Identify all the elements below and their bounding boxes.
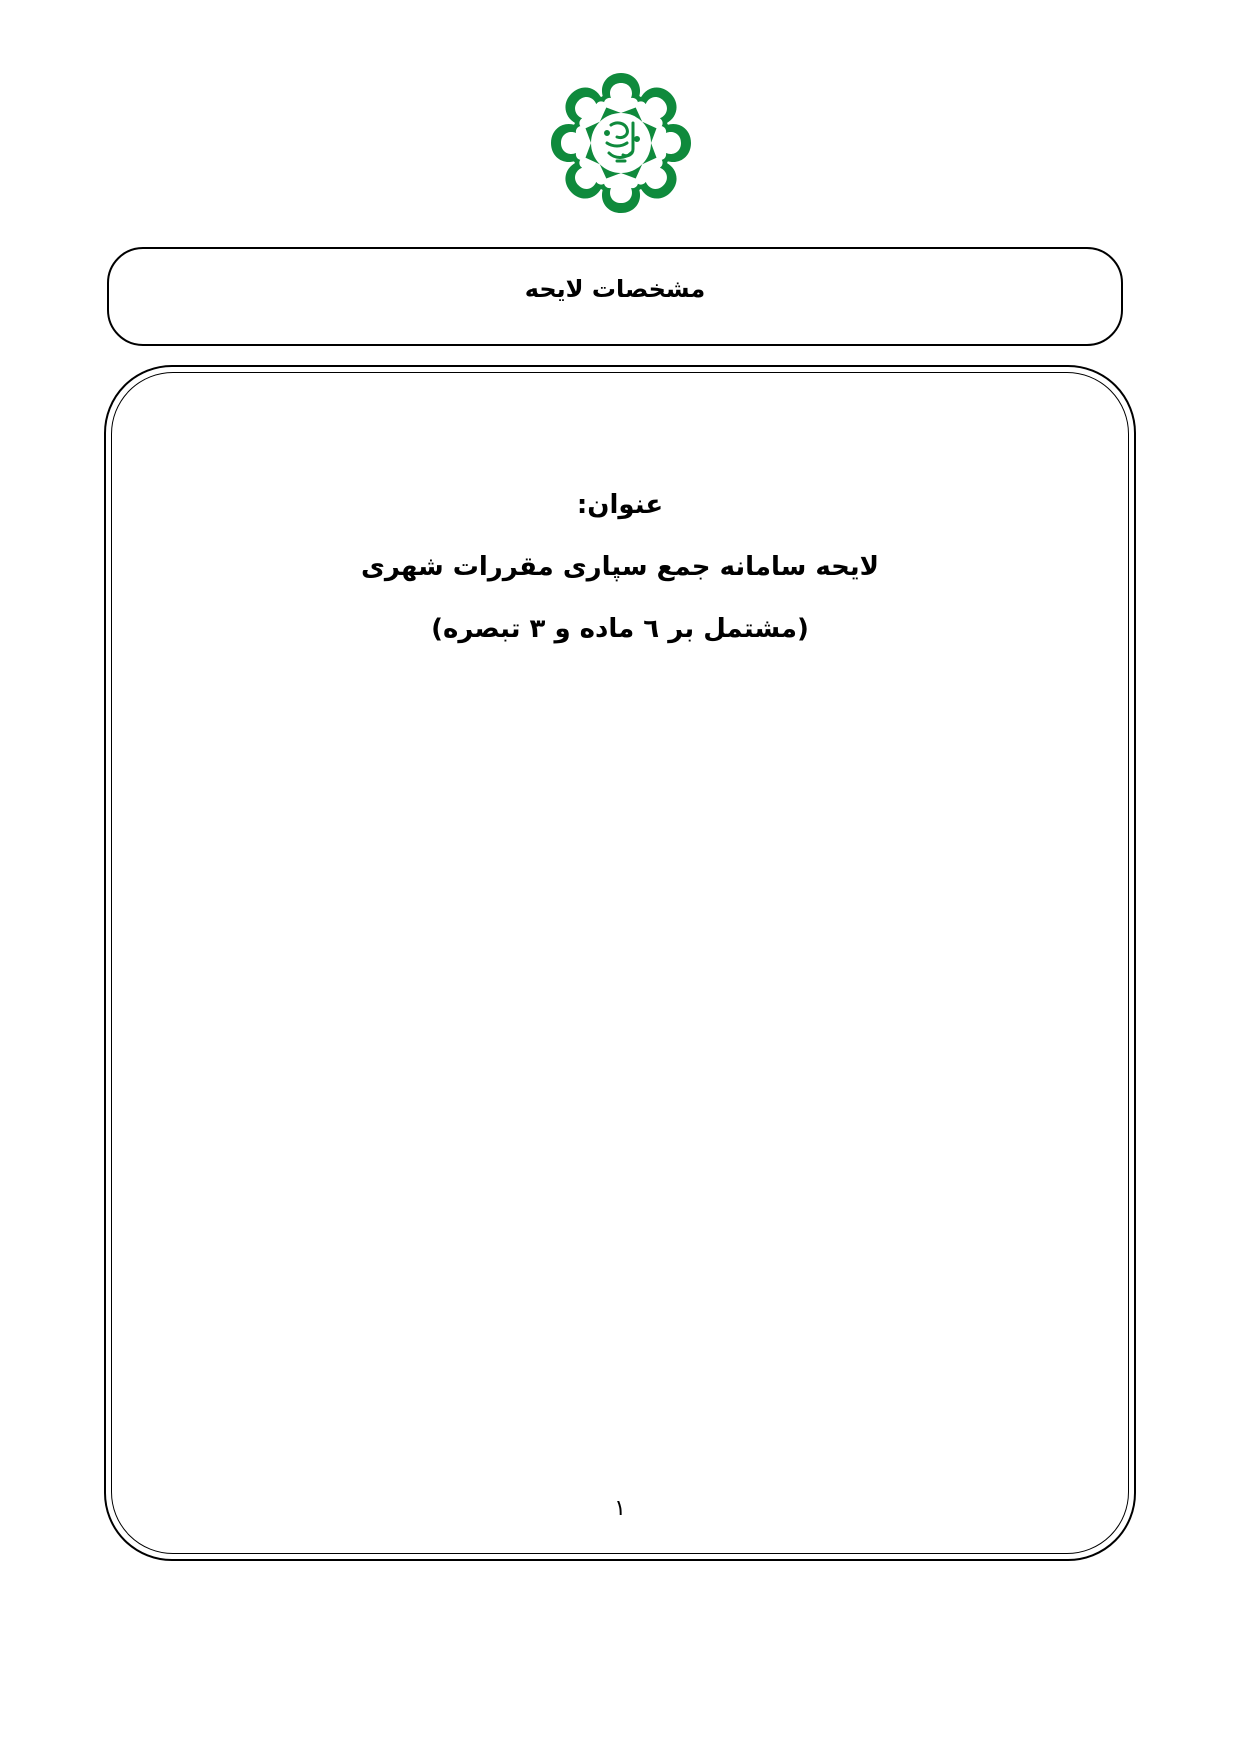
document-title: لایحه سامانه جمع سپاری مقررات شهری <box>360 552 879 582</box>
document-subtitle: (مشتمل بر ٦ ماده و ٣ تبصره) <box>431 614 809 644</box>
header-title: مشخصات لایحه <box>524 275 706 303</box>
header-box <box>107 247 1123 346</box>
tehran-city-council-emblem-icon <box>548 70 694 216</box>
title-label: عنوان: <box>576 490 664 520</box>
document-title-block <box>104 485 1136 649</box>
page-number: ١ <box>614 1496 626 1521</box>
